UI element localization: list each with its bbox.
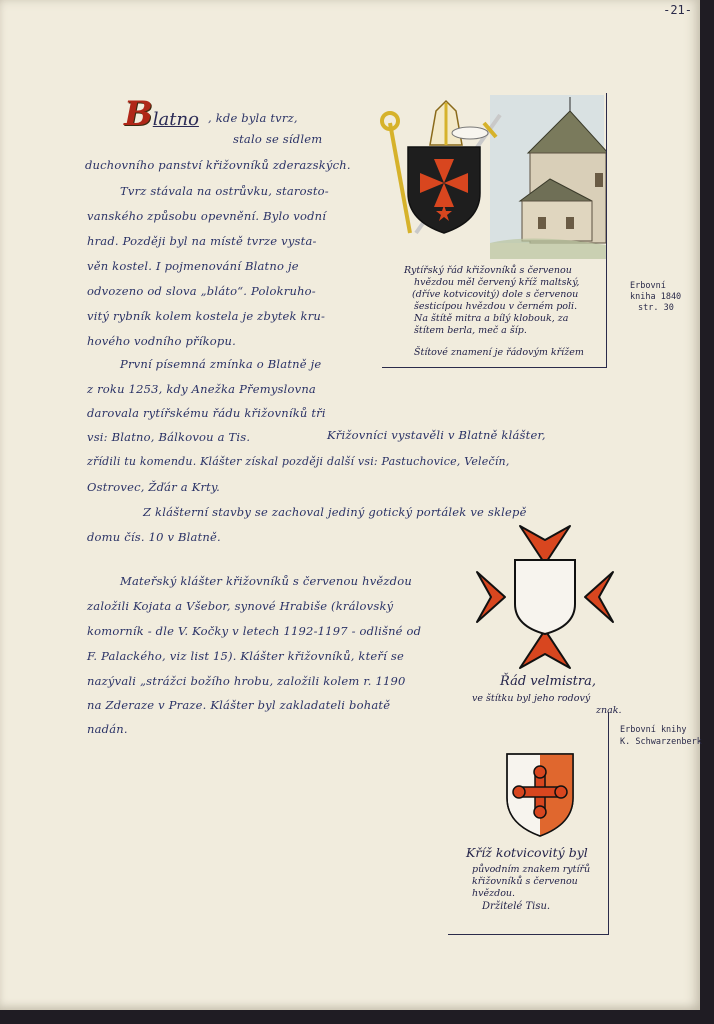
text-line: věn kostel. I pojmenování Blatno je xyxy=(87,259,299,273)
text-line: vsi: Blatno, Bálkovou a Tis. xyxy=(87,430,251,444)
title-rest: latno xyxy=(152,109,199,130)
side-note: Erbovní xyxy=(630,281,666,291)
caption-line: původním znakem rytířů xyxy=(472,864,591,875)
side-note: kniha 1840 xyxy=(630,292,682,302)
text-line: odvozeno od slova „bláto“. Polokruho- xyxy=(87,284,316,298)
text-line: vitý rybník kolem kostela je zbytek kru- xyxy=(87,309,326,323)
text-line: hrad. Později byl na místě tvrze vysta- xyxy=(87,234,317,248)
text-line: První písemná zmínka o Blatně je xyxy=(120,357,322,371)
text-line: Tvrz stávala na ostrůvku, starosto- xyxy=(120,184,329,198)
text-line: z roku 1253, kdy Anežka Přemyslovna xyxy=(87,382,316,396)
caption-line: hvězdou. xyxy=(472,888,516,899)
caption-line: šesticípou hvězdou v černém poli. xyxy=(414,301,578,312)
caption-line: Štítové znamení je řádovým křížem xyxy=(414,347,584,358)
text-line: , kde byla tvrz, xyxy=(208,111,298,125)
page-number: -21- xyxy=(663,3,692,17)
side-note: K. Schwarzenberk xyxy=(620,737,702,747)
text-line: Z klášterní stavby se zachoval jediný gotický portálek ve sklepě xyxy=(143,505,527,519)
page-edge-bottom xyxy=(0,1010,714,1024)
caption-line: Držitelé Tisu. xyxy=(482,901,551,912)
caption-line: Rytířský řád křižovníků s červenou xyxy=(404,265,572,276)
text-line: založili Kojata a Všebor, synové Hrabiše (královský xyxy=(87,599,394,613)
caption-line: Řád velmistra, xyxy=(500,674,596,689)
anchor-cross-shield-icon xyxy=(505,752,575,838)
text-line: Mateřský klášter křižovníků s červenou hvězdou xyxy=(120,574,412,588)
coat-of-arms-illustration xyxy=(380,93,606,259)
side-note: str. 30 xyxy=(638,303,674,313)
text-line: komorník - dle V. Kočky v letech 1192-1197 - odlišné od xyxy=(87,624,422,638)
text-line: Ostrovec, Žďár a Krty. xyxy=(87,480,221,494)
caption-line: hvězdou měl červený kříž maltský, xyxy=(414,277,580,288)
text-line: duchovního panství křižovníků zderazských. xyxy=(85,158,351,172)
page-title xyxy=(124,94,199,134)
grand-master-cross-icon xyxy=(475,524,615,670)
text-line: darovala rytířskému řádu křižovníků tři xyxy=(87,406,326,420)
text-line: nazývali „strážci božího hrobu, založili kolem r. 1190 xyxy=(87,674,406,688)
caption-line: ve štítku byl jeho rodový xyxy=(472,693,591,704)
caption-line: křižovníků s červenou xyxy=(472,876,578,887)
caption-line: štítem berla, meč a šíp. xyxy=(414,325,527,336)
side-note: Erbovní knihy xyxy=(620,725,687,735)
text-line: domu čís. 10 v Blatně. xyxy=(87,530,221,544)
title-initial: B xyxy=(124,94,153,134)
page-edge xyxy=(700,0,714,1024)
text-line: stalo se sídlem xyxy=(233,132,323,146)
text-line: vanského způsobu opevnění. Bylo vodní xyxy=(87,209,327,223)
text-line: nadán. xyxy=(87,722,128,736)
text-line: zřídili tu komendu. Klášter získal později další vsi: Pastuchovice, Velečín, xyxy=(87,455,510,468)
text-line: F. Palackého, viz list 15). Klášter křižovníků, kteří se xyxy=(87,649,404,663)
caption-line: Na štítě mitra a bílý klobouk, za xyxy=(414,313,569,324)
text-line: hového vodního příkopu. xyxy=(87,334,236,348)
caption-line: znak. xyxy=(596,705,622,716)
caption-line: Kříž kotvicovitý byl xyxy=(466,845,588,860)
caption-line: (dříve kotvicovitý) dole s červenou xyxy=(412,289,579,300)
text-line: na Zderaze v Praze. Klášter byl zakladateli bohatě xyxy=(87,698,391,712)
text-line: Křižovníci vystavěli v Blatně klášter, xyxy=(327,428,546,442)
